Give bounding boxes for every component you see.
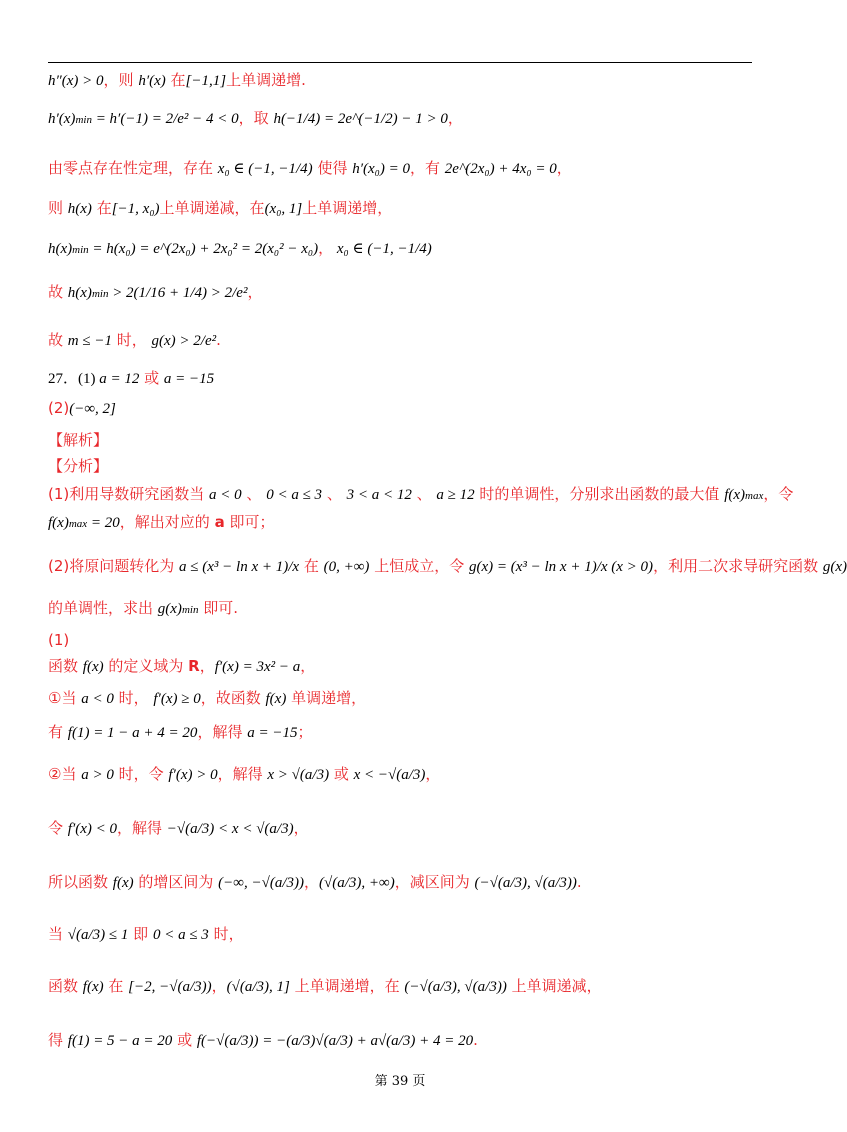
text-line xyxy=(48,872,582,893)
math-expression: f(x) xyxy=(82,659,104,675)
explanation-text: ， xyxy=(300,657,316,675)
math-expression: 2e^(2x₀) + 4x₀ = 0 xyxy=(444,161,557,177)
math-expression: f(1) = 1 − a + 4 = 20 xyxy=(67,725,198,741)
text-line xyxy=(48,430,108,450)
text-line xyxy=(48,764,440,785)
math-expression: x > √(a/3) xyxy=(267,767,330,783)
math-expression: f(−√(a/3)) = −(a/3)√(a/3) + a√(a/3) + 4 = 20 xyxy=(196,1033,474,1049)
math-expression: h(x) xyxy=(48,241,73,257)
explanation-text: ，减区间为 xyxy=(394,873,475,891)
explanation-text: ，令 xyxy=(763,485,794,503)
math-expression: [−2, −√(a/3)) xyxy=(128,979,212,995)
explanation-text: ，解得 xyxy=(197,723,248,741)
text-line xyxy=(48,330,221,351)
explanation-text: ，解得 xyxy=(117,819,167,837)
explanation-text: . xyxy=(216,331,221,349)
bold-text: R xyxy=(188,657,200,675)
explanation-text: 上单调递减， xyxy=(506,977,602,995)
explanation-text: 时， xyxy=(208,925,244,943)
explanation-text: 的增区间为 xyxy=(133,873,219,891)
explanation-text: 时， xyxy=(113,689,154,707)
explanation-text: 的单调性，求出 xyxy=(48,599,158,617)
explanation-text: 的定义域为 xyxy=(103,657,189,675)
math-expression: f′(x) ≥ 0 xyxy=(153,691,201,707)
math-expression: a = 12 xyxy=(99,371,140,387)
explanation-text: ， xyxy=(199,657,215,675)
explanation-text: 上单调递增， xyxy=(302,199,393,217)
explanation-text: 得 xyxy=(48,1031,68,1049)
header-rule xyxy=(48,62,752,63)
math-expression: x < −√(a/3) xyxy=(353,767,426,783)
math-expression: > 2(1/16 + 1/4) > 2/e² xyxy=(108,285,248,301)
math-expression: (√(a/3), 1] xyxy=(226,979,290,995)
explanation-text: ，利用二次求导研究函数 xyxy=(653,557,823,575)
text-line xyxy=(48,1030,478,1051)
explanation-text: ，故函数 xyxy=(200,689,266,707)
explanation-text: ， xyxy=(211,977,227,995)
math-expression: [−1,1] xyxy=(185,73,227,89)
explanation-text: . xyxy=(473,1031,478,1049)
math-expression: f(1) = 5 − a = 20 xyxy=(67,1033,173,1049)
math-expression: a < 0 xyxy=(209,487,242,503)
explanation-text: 函数 xyxy=(48,977,83,995)
explanation-text: 由零点存在性定理，存在 xyxy=(48,159,218,177)
math-expression: (x₀, 1] xyxy=(264,201,303,217)
explanation-text: 、 xyxy=(411,485,437,503)
text-line xyxy=(48,484,793,506)
math-expression: f(x) xyxy=(724,487,746,503)
explanation-text: ； xyxy=(297,723,313,741)
math-expression: f(x) xyxy=(48,515,69,531)
explanation-text: 或 xyxy=(172,1031,197,1049)
explanation-text: (1) xyxy=(48,631,70,649)
text-line xyxy=(48,238,432,260)
explanation-text: ， xyxy=(425,765,441,783)
math-expression: 0 < a ≤ 3 xyxy=(152,927,209,943)
math-expression: f(x) xyxy=(82,979,104,995)
math-expression: 3 < a < 12 xyxy=(346,487,412,503)
text-line xyxy=(48,456,108,476)
math-expression: a = −15 xyxy=(163,371,215,387)
math-expression: g(x) xyxy=(157,601,182,617)
explanation-text: ， xyxy=(303,873,319,891)
explanation-text: 或 xyxy=(139,369,164,387)
explanation-text: 在 xyxy=(299,557,324,575)
explanation-text: 或 xyxy=(329,765,354,783)
explanation-text: ，解得 xyxy=(217,765,268,783)
explanation-text: ， xyxy=(556,159,572,177)
math-subscript: min xyxy=(72,244,89,256)
math-subscript: max xyxy=(745,490,764,502)
math-subscript: min xyxy=(181,604,199,616)
text-line xyxy=(48,598,238,620)
text-line xyxy=(48,108,463,130)
math-expression: h′(x) xyxy=(48,111,76,127)
math-expression: x₀ ∈ (−1, −1/4) xyxy=(333,241,432,257)
explanation-text: ，取 xyxy=(238,109,274,127)
explanation-text: (2) xyxy=(48,399,70,417)
explanation-text: 即可； xyxy=(224,513,275,531)
explanation-text: 【分析】 xyxy=(48,457,109,475)
math-expression: a < 0 xyxy=(81,691,114,707)
explanation-text: 有 xyxy=(48,723,68,741)
math-expression: g(x) xyxy=(822,559,847,575)
math-expression: = 20 xyxy=(87,515,120,531)
explanation-text: 上单调递增. xyxy=(226,71,306,89)
math-subscript: max xyxy=(68,518,88,530)
math-expression: (−∞, 2] xyxy=(69,401,116,417)
explanation-text: 所以函数 xyxy=(48,873,113,891)
explanation-text: 函数 xyxy=(48,657,83,675)
explanation-text: 在 xyxy=(91,199,112,217)
math-expression: f(x) xyxy=(265,691,287,707)
explanation-text: . xyxy=(576,873,582,891)
explanation-text: 即可. xyxy=(198,599,238,617)
explanation-text: 令 xyxy=(48,819,68,837)
explanation-text: 时的单调性，分别求出函数的最大值 xyxy=(474,485,725,503)
explanation-text: ， xyxy=(247,283,263,301)
text-line xyxy=(48,818,309,839)
explanation-text: 使得 xyxy=(312,159,353,177)
explanation-text: 单调递增， xyxy=(286,689,367,707)
text-line xyxy=(48,198,392,219)
text-line xyxy=(48,722,312,743)
text-line xyxy=(48,656,315,677)
explanation-text: (2)将原问题转化为 xyxy=(48,557,180,575)
explanation-text: ， xyxy=(318,239,334,257)
explanation-text: 【解析】 xyxy=(48,431,109,449)
math-expression: h(−1/4) = 2e^(−1/2) − 1 > 0 xyxy=(273,111,448,127)
page-number: 第 39 页 xyxy=(374,1074,426,1089)
explanation-text: ②当 xyxy=(48,765,82,783)
explanation-text: 时， xyxy=(111,331,152,349)
math-expression: (−∞, −√(a/3)) xyxy=(218,875,304,891)
math-expression: 0 < a ≤ 3 xyxy=(266,487,323,503)
explanation-text: ， xyxy=(447,109,463,127)
math-expression: = h′(−1) = 2/e² − 4 < 0 xyxy=(91,111,239,127)
math-expression: g(x) > 2/e² xyxy=(151,333,217,349)
text-line xyxy=(48,368,214,389)
math-expression: h′(x) xyxy=(138,73,166,89)
text-line xyxy=(48,924,244,945)
math-expression: (0, +∞) xyxy=(323,559,370,575)
explanation-text: ，则 xyxy=(103,71,139,89)
explanation-text: 故 xyxy=(48,283,68,301)
explanation-text: ，有 xyxy=(410,159,445,177)
math-expression: h(x) xyxy=(67,285,92,301)
explanation-text: 、 xyxy=(241,485,267,503)
math-expression: (√(a/3), +∞) xyxy=(319,875,395,891)
bold-text: a xyxy=(214,513,225,531)
explanation-text: 时，令 xyxy=(113,765,169,783)
math-expression: g(x) = (x³ − ln x + 1)/x (x > 0) xyxy=(468,559,654,575)
math-subscript: min xyxy=(91,288,109,300)
math-expression: h″(x) > 0 xyxy=(48,73,104,89)
explanation-text: (1)利用导数研究函数当 xyxy=(48,485,210,503)
math-expression: h′(x₀) = 0 xyxy=(352,161,410,177)
math-expression: x₀ ∈ (−1, −1/4) xyxy=(217,161,313,177)
math-expression: −√(a/3) < x < √(a/3) xyxy=(166,821,294,837)
explanation-text: 、 xyxy=(322,485,347,503)
text-line xyxy=(48,282,262,304)
explanation-text: 上恒成立，令 xyxy=(369,557,469,575)
math-expression: a ≤ (x³ − ln x + 1)/x xyxy=(179,559,300,575)
math-expression: f′(x) < 0 xyxy=(67,821,117,837)
explanation-text: 在 xyxy=(165,71,186,89)
math-subscript: min xyxy=(75,114,92,126)
text-line xyxy=(48,556,847,577)
math-expression: a > 0 xyxy=(81,767,114,783)
math-expression: (−√(a/3), √(a/3)) xyxy=(474,875,577,891)
math-expression: a = −15 xyxy=(247,725,298,741)
math-expression: m ≤ −1 xyxy=(67,333,112,349)
text-line xyxy=(48,512,274,534)
math-expression: a ≥ 12 xyxy=(436,487,475,503)
explanation-text: 在 xyxy=(103,977,129,995)
explanation-text: ①当 xyxy=(48,689,82,707)
text-line xyxy=(48,158,572,179)
text-line xyxy=(48,70,306,91)
math-expression: f′(x) = 3x² − a xyxy=(214,659,301,675)
explanation-text: ，解出对应的 xyxy=(119,513,215,531)
text-line xyxy=(48,976,602,997)
text-line xyxy=(48,630,69,650)
problem-number: 27．(1) xyxy=(48,371,100,387)
text-line xyxy=(48,398,116,419)
explanation-text: 则 xyxy=(48,199,68,217)
math-expression: h(x) xyxy=(67,201,92,217)
math-expression: f′(x) > 0 xyxy=(168,767,218,783)
math-expression: (−√(a/3), √(a/3)) xyxy=(404,979,507,995)
math-expression: √(a/3) ≤ 1 xyxy=(67,927,129,943)
explanation-text: 上单调递增，在 xyxy=(289,977,405,995)
explanation-text: ， xyxy=(293,819,309,837)
explanation-text: 当 xyxy=(48,925,68,943)
text-line xyxy=(48,688,366,709)
explanation-text: 即 xyxy=(128,925,153,943)
explanation-text: 故 xyxy=(48,331,68,349)
math-expression: f(x) xyxy=(112,875,134,891)
explanation-text: 上单调递减，在 xyxy=(159,199,265,217)
math-expression: = h(x₀) = e^(2x₀) + 2x₀² = 2(x₀² − x₀) xyxy=(88,241,319,257)
math-expression: [−1, x₀) xyxy=(111,201,160,217)
